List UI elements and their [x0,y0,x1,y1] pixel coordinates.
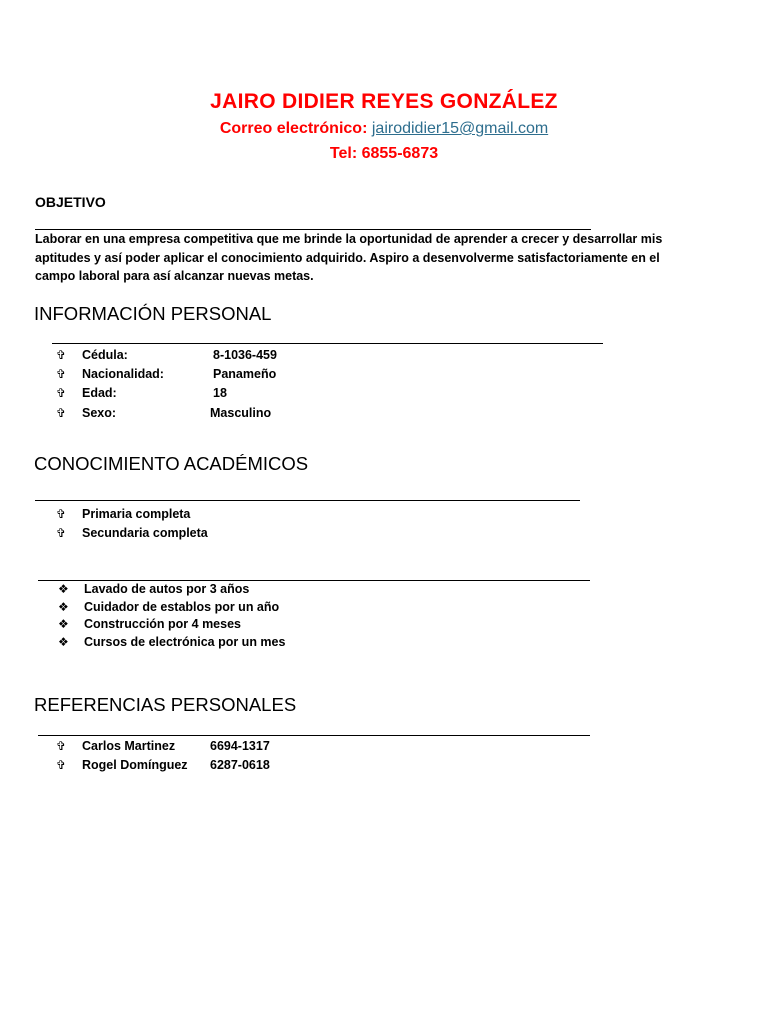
academic-divider [35,500,580,501]
personal-info-label: Cédula: [82,347,128,362]
cross-bullet-icon: ✞ [56,738,67,753]
reference-phone: 6287-0618 [210,757,270,772]
personal-info-divider [52,343,603,344]
email-line [0,120,768,138]
cross-bullet-icon: ✞ [56,366,67,381]
candidate-name: JAIRO DIDIER REYES GONZÁLEZ [210,90,558,113]
personal-info-label: Sexo: [82,405,117,420]
personal-info-item-edad [56,384,277,403]
personal-info-item-nacionalidad [56,364,277,383]
personal-info-title: INFORMACIÓN PERSONAL [34,303,272,324]
personal-info-list [56,345,277,422]
experience-item-text: Construcción por 4 meses [84,617,241,632]
email-link[interactable]: jairodidier15@gmail.com [371,120,549,137]
cross-bullet-icon: ✞ [56,347,67,362]
personal-info-value: 18 [213,386,227,401]
experience-item-text: Cuidador de establos por un año [84,599,280,614]
cross-bullet-icon: ✞ [56,405,67,420]
experience-item-text: Lavado de autos por 3 años [84,581,250,596]
reference-item [56,755,270,774]
diamond-bullet-icon: ❖ [58,599,69,614]
personal-info-item-sexo [56,403,277,422]
reference-phone: 6694-1317 [210,738,270,753]
reference-name: Rogel Domínguez [82,757,188,772]
personal-info-value: Masculino [210,405,272,420]
academic-item-text: Primaria completa [82,506,191,521]
personal-info-label: Edad: [82,386,117,401]
objective-text: Laborar en una empresa competitiva que me brinde la oportunidad de aprender a crecer y desarrollar mis aptitudes y así poder aplicar el conocimiento adquirido. Aspiro a desenvolverme satisfactoriamente en el campo laboral para así alcanzar nuevas metas. [35,232,663,283]
diamond-bullet-icon: ❖ [58,581,69,596]
personal-info-label: Nacionalidad: [82,366,164,381]
reference-item [56,736,270,755]
references-list [56,736,270,775]
experience-item [58,598,285,616]
experience-list [58,580,285,651]
email-label: Correo electrónico: [219,120,368,137]
diamond-bullet-icon: ❖ [58,634,69,649]
personal-info-item-cedula [56,345,277,364]
academic-list [56,504,208,543]
cross-bullet-icon: ✞ [56,506,67,521]
references-title: REFERENCIAS PERSONALES [34,694,297,715]
experience-item [58,580,285,598]
diamond-bullet-icon: ❖ [58,617,69,632]
personal-info-value: Panameño [213,366,277,381]
academic-item [56,523,208,542]
experience-item [58,615,285,633]
cross-bullet-icon: ✞ [56,757,67,772]
cross-bullet-icon: ✞ [56,525,67,540]
academic-title: CONOCIMIENTO ACADÉMICOS [34,453,309,474]
academic-item-text: Secundaria completa [82,525,208,540]
reference-name: Carlos Martinez [82,738,176,753]
experience-item [58,633,285,651]
phone-line: Tel: 6855-6873 [329,145,439,162]
academic-item [56,504,208,523]
cross-bullet-icon: ✞ [56,386,67,401]
personal-info-value: 8-1036-459 [213,347,277,362]
experience-item-text: Cursos de electrónica por un mes [84,634,286,649]
objective-title: OBJETIVO [35,194,106,210]
